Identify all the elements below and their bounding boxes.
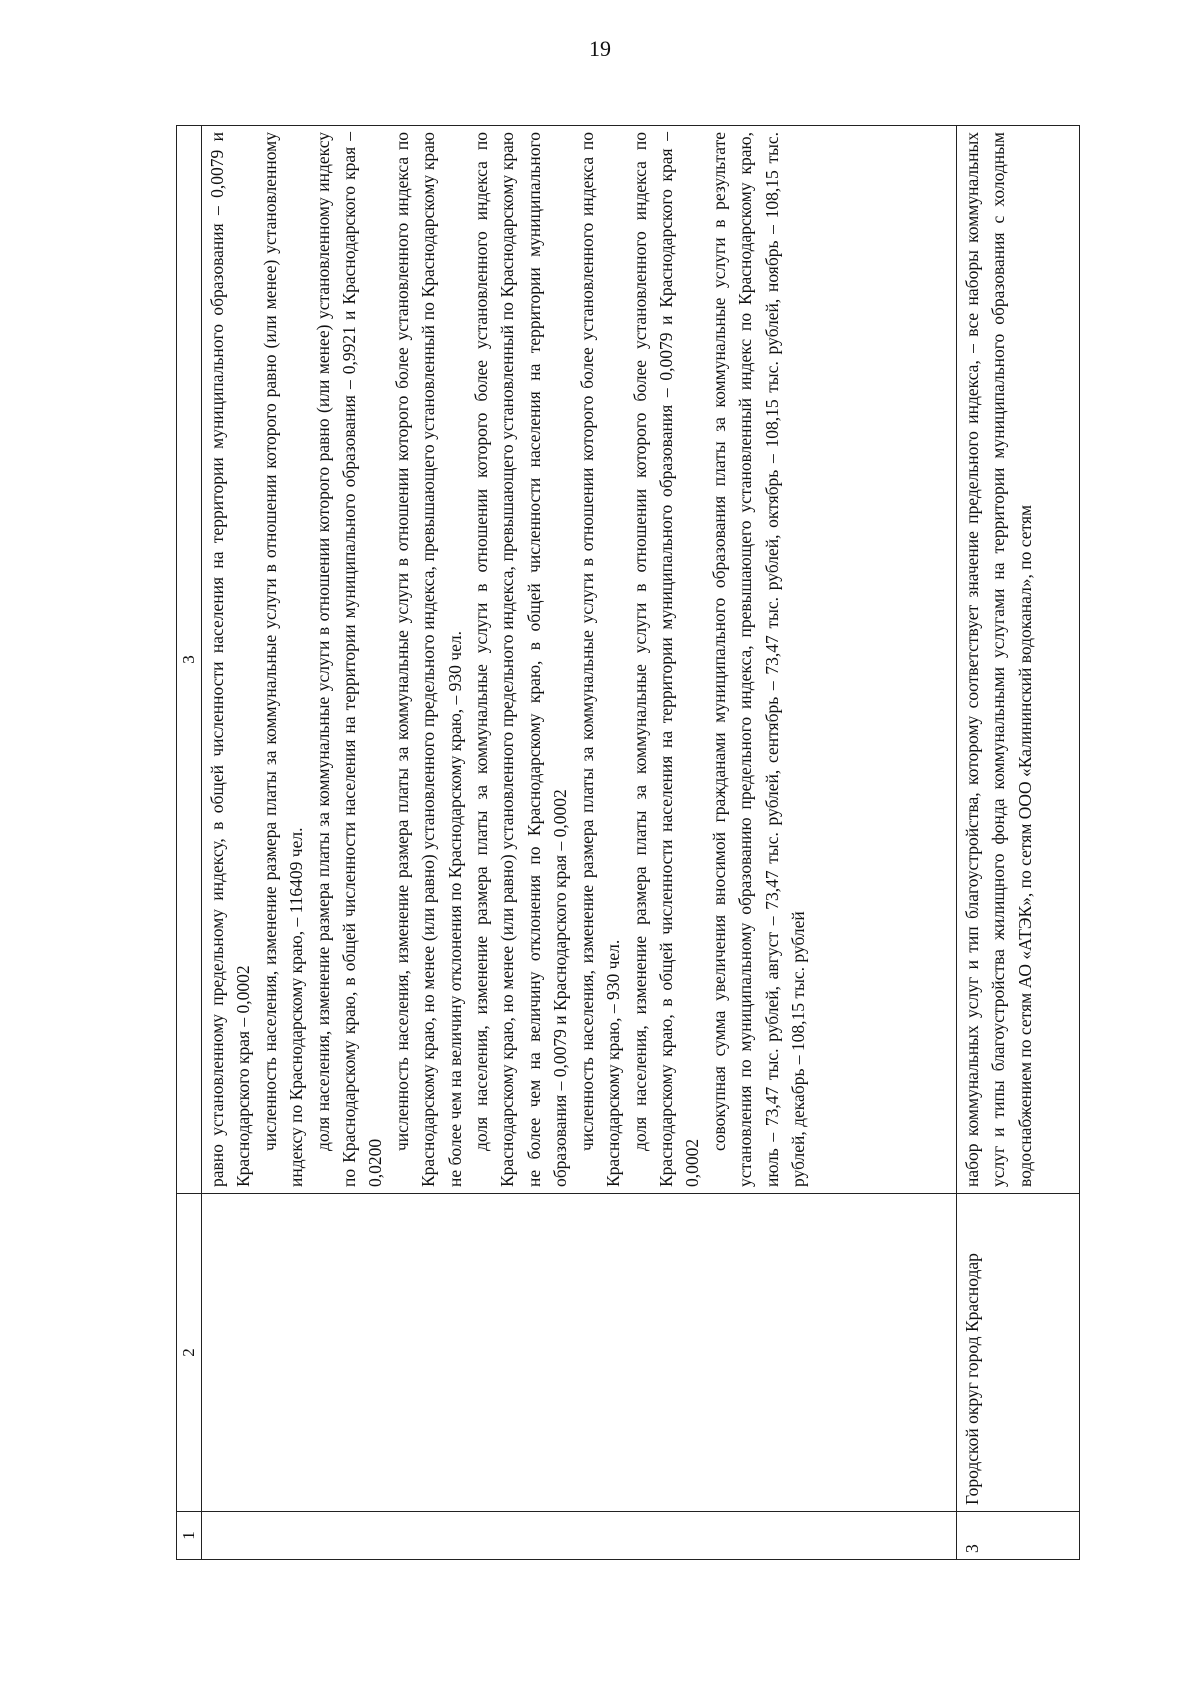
row-number-cell: [202, 1512, 957, 1560]
indicator-paragraph: набор коммунальных услуг и тип благоустройства, которому соответствует значение предельного индекса, – все наборы коммунальных услуг и типы благоустройства жилищного фонда коммунальными услугами на территории муниципального образования с холодным водоснабжением по сетям АО «АТЭК», по сетям ООО «Калининский водоканал», по сетям: [962, 132, 1035, 1187]
indicator-paragraph: совокупная сумма увеличения вносимой гражданами муниципального образования платы за коммунальные услуги в результате установления по муниципальному образованию предельного индекса, превышающего установленный индекс по Краснодарскому краю, июль – 73,47 тыс. рублей, август – 73,47 тыс. рублей, сентябрь – 73,47 тыс. рублей, октябрь – 108,15 тыс. рублей, ноябрь – 108,15 тыс. рублей, декабрь – 108,15 тыс. рублей: [708, 132, 808, 1187]
municipality-cell: Городской округ город Краснодар: [957, 1194, 1080, 1512]
indicators-cell: [202, 126, 957, 1194]
row-number-cell: 3: [957, 1512, 1080, 1560]
page-number: 19: [589, 36, 611, 61]
indicator-paragraph: равно установленному предельному индексу, в общей численности населения на территории муниципального образования – 0,0079 и Краснодарского края – 0,0002: [207, 132, 254, 1187]
indicator-paragraph: доля населения, изменение размера платы за коммунальные услуги в отношении которого более установленного индекса по Краснодарскому краю, но менее (или равно) установленного предельного индекса, превышающего установленный по Краснодарскому краю не более чем на величину отклонения по Краснодарскому краю, в общей численности населения на территории муниципального образования – 0,0079 и Краснодарского края – 0,0002: [471, 132, 571, 1187]
municipality-cell: [202, 1194, 957, 1512]
indicator-paragraph: численность населения, изменение размера платы за коммунальные услуги в отношении которого равно (или менее) установленному индексу по Краснодарскому краю, – 116409 чел.: [259, 132, 307, 1187]
table-row-3: [957, 126, 1080, 1560]
data-table: [176, 125, 1080, 1560]
indicator-paragraph: численность населения, изменение размера платы за коммунальные услуги в отношении которого более установленного индекса по Краснодарскому краю, но менее (или равно) установленного предельного индекса, превышающего установленный по Краснодарскому краю не более чем на величину отклонения по Краснодарскому краю, – 930 чел.: [391, 132, 465, 1187]
table-row-continued: [202, 126, 957, 1560]
header-cell-2: 2: [177, 1194, 202, 1512]
rotated-table-container: [176, 126, 1080, 1560]
indicator-paragraph: доля населения, изменение размера платы за коммунальные услуги в отношении которого более установленного индекса по Краснодарскому краю, в общей численности населения на территории муниципального образования – 0,0079 и Краснодарского края – 0,0002: [629, 132, 703, 1187]
indicator-paragraph: доля населения, изменение размера платы за коммунальные услуги в отношении которого равно (или менее) установленному индексу по Краснодарскому краю, в общей численности населения на территории муниципального образования – 0,9921 и Краснодарского края – 0,0200: [312, 132, 386, 1187]
indicator-paragraph: численность населения, изменение размера платы за коммунальные услуги в отношении которого более установленного индекса по Краснодарскому краю, – 930 чел.: [576, 132, 624, 1187]
indicators-cell: [957, 126, 1080, 1194]
header-cell-1: 1: [177, 1512, 202, 1560]
header-cell-3: 3: [177, 126, 202, 1194]
table-header-row: [177, 126, 202, 1560]
